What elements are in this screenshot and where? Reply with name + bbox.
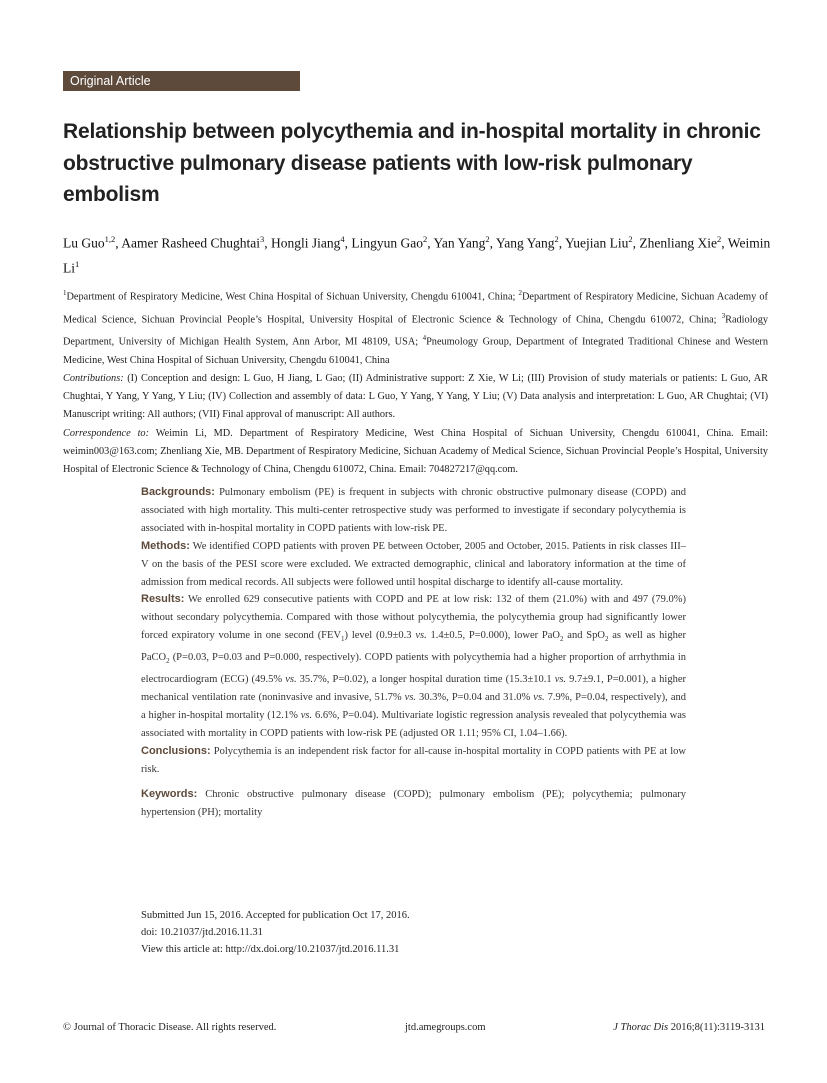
vs-italic: vs. (404, 692, 417, 704)
author-affil-sup: 2 (717, 234, 722, 244)
citation (613, 1022, 765, 1033)
article-title: Relationship between polycythemia and in-hospital mortality in chronic obstructive pulmonary disease patients with low-risk pulmonary embolism (63, 120, 761, 206)
author-affil-sup: 3 (259, 234, 265, 244)
vs-italic: vs. (300, 710, 313, 722)
author-affil-sup: 2 (422, 234, 428, 244)
author-name[interactable]: Hongli Jiang (270, 235, 341, 251)
backgrounds-text: Pulmonary embolism (PE) is frequent in subjects with chronic obstructive pulmonary disease (COPD) and associated with high mortality. This multi-center retrospective study was performed to investigate if secondary polycythemia is associated with in-hospital mortality in COPD patients with low-risk PE. (141, 487, 686, 534)
keywords-text: Chronic obstructive pulmonary disease (COPD); pulmonary embolism (PE); polycythemia; pulmonary hypertension (PH); mortality (141, 788, 686, 818)
subscript: 2 (166, 657, 170, 666)
affiliation-text: Department of Respiratory Medicine, West China Hospital of Sichuan University, Chengdu 610041, China; (66, 291, 519, 303)
author-name[interactable]: Yuejian Liu (565, 235, 629, 251)
author-affil-sup: 1,2 (104, 234, 116, 244)
author-affil-sup: 1 (75, 259, 80, 269)
affil-sup: 4 (422, 334, 427, 343)
conclusions-text: Polycythemia is an independent risk factor for all-cause in-hospital mortality in COPD patients with PE at low risk. (141, 745, 686, 775)
affiliations-block (63, 284, 768, 479)
author-affil-sup: 4 (340, 234, 345, 244)
affil-sup: 3 (721, 311, 726, 320)
correspondence-label: Correspondence to: (63, 427, 150, 439)
vs-italic: vs. (285, 674, 297, 686)
affiliation-text: Radiology Department, University of Michigan Health System, Ann Arbor, MI 48109, USA; (63, 314, 768, 348)
affiliation-text: Pneumology Group, Department of Integrated Traditional Chinese and Western Medicine, West China Hospital of Sichuan University, Chengdu 610041, China (63, 336, 768, 366)
correspondence-text[interactable]: Weimin Li, MD. Department of Respiratory Medicine, West China Hospital of Sichuan University, Chengdu 610041, China. Email: weimin003@163.com; Zhenliang Xie, MB. Department of Respiratory Medicine, Sichuan Academy of Medical Science, Sichuan Provincial People’s Hospital, University Hospital of Electronic Science & Technology of China, Chengdu 610072, China. Email: 704827217@qq.com. (63, 427, 768, 476)
copyright: © Journal of Thoracic Disease. All rights reserved. (63, 1022, 277, 1033)
backgrounds-label: Backgrounds: (141, 486, 215, 498)
subscript: 2 (604, 635, 609, 644)
correspondence (63, 425, 768, 480)
subscript: 2 (560, 635, 564, 644)
results-text: ) level (0.9±0.3 (344, 630, 416, 642)
results-text: 6.6%, P=0.04). Multivariate logistic regression analysis revealed that polycythemia was associated with mortality in COPD patients with low-risk PE (adjusted OR 1.11; 95% CI, 1.04–1.66). (141, 710, 686, 739)
contributions-text: (I) Conception and design: L Guo, H Jiang, L Gao; (II) Administrative support: Z Xie, W Li; (III) Provision of study materials or patients: L Guo, AR Chughtai, Y Yang, Y Yang, Y Liu; (IV) Collection and assembly of data: L Guo, Y Yang, Y Yang, Y Liu; (V) Data analysis and interpretation: L Guo, AR Chughtai; (VI) Manuscript writing: All authors; (VII) Final approval of manuscript: All authors. (63, 373, 768, 421)
author-affil-sup: 2 (485, 234, 490, 244)
author-affil-sup: 2 (628, 234, 633, 244)
results-text: and SpO (563, 630, 605, 642)
author-name[interactable]: Weimin Li (63, 235, 771, 276)
results-text: 1.4±0.5, P=0.000), lower PaO (426, 630, 561, 642)
author-name[interactable]: Lu Guo (63, 235, 105, 251)
author-name[interactable]: Yan Yang (433, 235, 486, 251)
author-affil-sup: 2 (554, 234, 559, 244)
subscript: 1 (341, 635, 345, 644)
author-name[interactable]: Lingyun Gao (351, 235, 423, 251)
conclusions-label: Conclusions: (141, 744, 211, 757)
abstract (141, 484, 686, 822)
author-name[interactable]: Zhenliang Xie (639, 235, 718, 251)
keywords-label: Keywords: (141, 787, 198, 800)
journal-abbrev: J Thorac Dis (613, 1022, 669, 1033)
affiliations (63, 284, 768, 370)
results-text: We enrolled 629 consecutive patients with COPD and PE at low risk: 132 of them (21.0%) with and 497 (79.0%) without secondary polycythemia. Compared with those without polycythemia, the polycythemia group had significantly lower forced expiratory volume in one second (FEV (141, 594, 686, 642)
abstract-keywords (141, 786, 686, 822)
page-footer (63, 1022, 765, 1038)
methods-label: Methods: (141, 539, 190, 552)
citation-text: 2016;8(11):3119-3131 (668, 1022, 765, 1033)
abstract-conclusions (141, 743, 686, 779)
author-list: Lu Guo$^{1,2}$, Aamer Rasheed Chughtai$^3$, Hongli Jiang$^4$, Lingyun Gao$^2$, Yan Yang$^2$, Yang Yang$^2$, Yuejian Liu$^2$, Zhenliang Xie$^2$, Weimin Li$^1$ (63, 234, 771, 276)
results-text: 30.3%, P=0.04 and 31.0% (416, 692, 534, 704)
methods-text: We identified COPD patients with proven PE between October, 2005 and October, 2015. Patients in risk classes III–V on the basis of the PESI score were excluded. We extracted demographic, clinical and laboratory information at the time of admission from medical records. All subjects were followed until hospital discharge to identify all-cause mortality. (141, 540, 686, 588)
affil-sup: 1 (63, 289, 67, 297)
contributions-label: Contributions: (63, 373, 124, 385)
abstract-results (141, 591, 686, 742)
author-name[interactable]: Yang Yang (495, 235, 555, 251)
doi[interactable]: doi: 10.21037/jtd.2016.11.31 (141, 926, 263, 938)
vs-italic: vs. (554, 674, 567, 686)
affiliation-text: Department of Respiratory Medicine, Sichuan Academy of Medical Science, Sichuan Provincial People’s Hospital, University Hospital of Electronic Science & Technology of China, Chengdu 610072, China; (63, 291, 768, 326)
affil-sup: 2 (518, 289, 522, 297)
author-name[interactable]: Aamer Rasheed Chughtai (121, 235, 260, 251)
results-text: 7.9%, P=0.04, respectively), and a higher in-hospital mortality (12.1% (141, 692, 686, 722)
abstract-methods (141, 538, 686, 592)
results-text: 35.7%, P=0.02), a longer hospital duration time (15.3±10.1 (296, 674, 555, 686)
submission-dates: Submitted Jun 15, 2016. Accepted for publication Oct 17, 2016. (141, 910, 410, 921)
article-type-badge: Original Article (63, 71, 300, 91)
abstract-backgrounds (141, 484, 686, 538)
results-label: Results: (141, 593, 185, 606)
results-text: 9.7±9.1, P=0.001), a higher mechanical ventilation rate (noninvasive and invasive, 51.7% (141, 674, 686, 704)
results-text: as well as higher PaCO (141, 630, 686, 664)
vs-italic: vs. (415, 630, 427, 642)
journal-site-link[interactable]: jtd.amegroups.com (405, 1022, 486, 1033)
vs-italic: vs. (533, 692, 545, 704)
view-article-link[interactable]: View this article at: http://dx.doi.org/10.21037/jtd.2016.11.31 (141, 943, 400, 955)
contributions (63, 370, 768, 425)
submission-info (141, 908, 661, 958)
results-text: (P=0.03, P=0.03 and P=0.000, respectively). COPD patients with polycythemia had a higher proportion of arrhythmia in electrocardiogram (ECG) (49.5% (141, 652, 686, 686)
